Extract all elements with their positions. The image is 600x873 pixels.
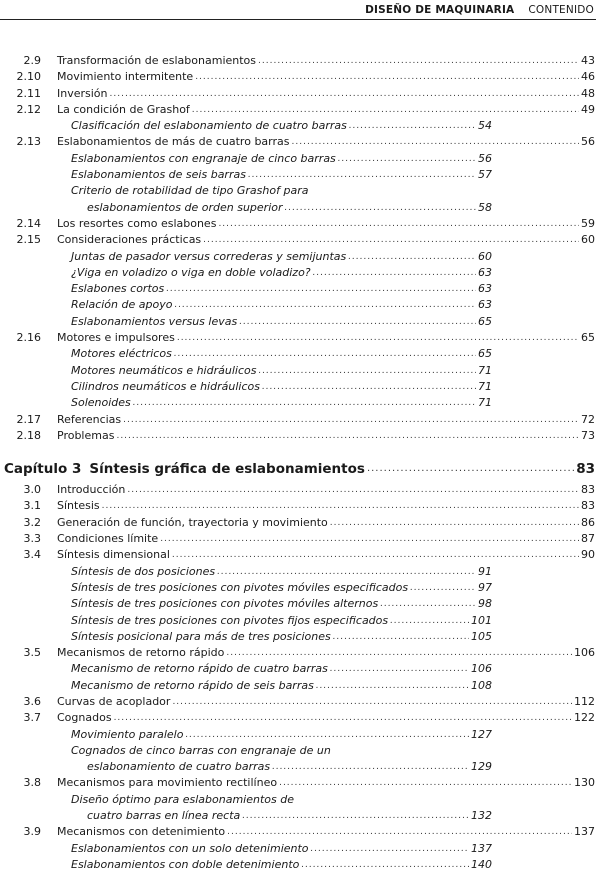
dot-leader bbox=[227, 824, 572, 840]
entry-title: Relación de apoyo bbox=[71, 298, 173, 312]
dot-leader bbox=[116, 428, 579, 444]
page-number: 86 bbox=[581, 515, 595, 529]
subsection-entry[interactable] bbox=[0, 265, 600, 281]
page-number: 59 bbox=[581, 216, 595, 230]
toc-entry[interactable] bbox=[0, 216, 600, 232]
dot-leader bbox=[348, 249, 476, 265]
dot-leader bbox=[380, 596, 476, 612]
entry-title: Síntesis de tres posiciones con pivotes móviles especificados bbox=[71, 580, 409, 594]
entry-body bbox=[57, 232, 595, 248]
entry-title: Eslabonamientos versus levas bbox=[71, 314, 238, 328]
subsection-entry[interactable] bbox=[0, 346, 600, 362]
entry-title: Síntesis de tres posiciones con pivotes móviles alternos bbox=[71, 597, 379, 611]
toc-entry[interactable] bbox=[0, 547, 600, 563]
toc-entry[interactable] bbox=[0, 53, 600, 69]
dot-leader bbox=[330, 515, 579, 531]
toc-entry[interactable] bbox=[0, 69, 600, 85]
dot-leader bbox=[174, 297, 476, 313]
dot-leader bbox=[160, 531, 579, 547]
entry-title: Inversión bbox=[57, 86, 108, 100]
entry-body bbox=[71, 346, 492, 362]
dot-leader bbox=[262, 379, 476, 395]
entry-title: Mecanismo de retorno rápido de seis barras bbox=[71, 678, 314, 692]
entry-title: Motores neumáticos e hidráulicos bbox=[71, 363, 257, 377]
entry-title-continued: eslabonamiento de cuatro barras bbox=[87, 760, 271, 774]
entry-title: Síntesis dimensional bbox=[57, 548, 170, 562]
page-number: 87 bbox=[581, 532, 595, 546]
entry-body bbox=[71, 629, 492, 645]
entry-title: Referencias bbox=[57, 412, 122, 426]
page-number: 58 bbox=[478, 200, 492, 214]
entry-body bbox=[71, 183, 492, 199]
entry-body bbox=[71, 743, 492, 759]
section-number: 3.7 bbox=[23, 711, 41, 725]
entry-body bbox=[57, 428, 595, 444]
toc-entry[interactable] bbox=[0, 775, 600, 791]
entry-title: Síntesis de tres posiciones con pivotes fijos especificados bbox=[71, 613, 389, 627]
dot-leader bbox=[333, 629, 469, 645]
dot-leader bbox=[192, 102, 579, 118]
subsection-entry[interactable] bbox=[0, 118, 600, 134]
entry-title: Síntesis de dos posiciones bbox=[71, 564, 216, 578]
dot-leader bbox=[102, 498, 579, 514]
page-number: 129 bbox=[471, 760, 492, 774]
section-number: 3.3 bbox=[23, 532, 41, 546]
page-number: 83 bbox=[581, 499, 595, 513]
dot-leader bbox=[172, 547, 579, 563]
section-number: 3.6 bbox=[23, 694, 41, 708]
page-number: 71 bbox=[478, 379, 492, 393]
toc-entry[interactable] bbox=[0, 330, 600, 346]
entry-body bbox=[57, 53, 595, 69]
entry-body bbox=[71, 596, 492, 612]
entry-title-continued: cuatro barras en línea recta bbox=[87, 809, 241, 823]
entry-body bbox=[71, 265, 492, 281]
page-number: 137 bbox=[471, 841, 492, 855]
page-number: 46 bbox=[581, 70, 595, 84]
page-number: 122 bbox=[574, 711, 595, 725]
entry-body bbox=[57, 531, 595, 547]
dot-leader bbox=[410, 580, 476, 596]
page-number: 140 bbox=[471, 857, 492, 871]
entry-title: Cilindros neumáticos e hidráulicos bbox=[71, 379, 260, 393]
chapter-title: Síntesis gráfica de eslabonamientos bbox=[89, 461, 365, 478]
entry-title: Eslabones cortos bbox=[71, 282, 165, 296]
toc-entry[interactable] bbox=[0, 134, 600, 150]
entry-body bbox=[71, 678, 492, 694]
page-number: 65 bbox=[478, 314, 492, 328]
entry-title: Eslabonamientos con doble detenimiento bbox=[71, 857, 300, 871]
subsection-entry[interactable] bbox=[0, 363, 600, 379]
page-number: 91 bbox=[478, 564, 492, 578]
subsection-entry[interactable] bbox=[0, 727, 600, 743]
page-number: 72 bbox=[581, 412, 595, 426]
section-number: 2.10 bbox=[16, 70, 41, 84]
header-rule bbox=[0, 19, 596, 20]
toc-entry[interactable] bbox=[0, 710, 600, 726]
page-number: 56 bbox=[581, 135, 595, 149]
entry-body bbox=[4, 456, 595, 482]
entry-title: Juntas de pasador versus correderas y semijuntas bbox=[71, 249, 347, 263]
dot-leader bbox=[166, 281, 476, 297]
section-number: 3.2 bbox=[23, 515, 41, 529]
dot-leader bbox=[242, 808, 469, 824]
page-number: 57 bbox=[478, 168, 492, 182]
entry-body bbox=[71, 249, 492, 265]
subsection-entry[interactable] bbox=[0, 857, 600, 873]
entry-body bbox=[71, 314, 492, 330]
page-number: 71 bbox=[478, 363, 492, 377]
subsection-entry[interactable] bbox=[0, 314, 600, 330]
entry-title: Movimiento intermitente bbox=[57, 70, 194, 84]
dot-leader bbox=[127, 482, 579, 498]
page-number: 101 bbox=[471, 613, 492, 627]
page-number: 54 bbox=[478, 119, 492, 133]
entry-title: Cognados de cinco barras con engranaje de un bbox=[71, 743, 331, 757]
toc-entry[interactable] bbox=[0, 482, 600, 498]
page-number: 106 bbox=[471, 662, 492, 676]
dot-leader bbox=[174, 346, 476, 362]
page-number: 83 bbox=[576, 461, 595, 478]
entry-title: Síntesis bbox=[57, 499, 100, 513]
subsection-entry-line2[interactable] bbox=[0, 808, 600, 824]
entry-title: Movimiento paralelo bbox=[71, 727, 184, 741]
dot-leader bbox=[285, 200, 476, 216]
section-number: 2.11 bbox=[16, 86, 41, 100]
subsection-entry[interactable] bbox=[0, 613, 600, 629]
page-number: 112 bbox=[574, 694, 595, 708]
dot-leader bbox=[248, 167, 476, 183]
dot-leader bbox=[239, 314, 476, 330]
page-number: 127 bbox=[471, 727, 492, 741]
dot-leader bbox=[172, 694, 572, 710]
section-number: 2.17 bbox=[16, 412, 41, 426]
subsection-entry[interactable] bbox=[0, 281, 600, 297]
entry-body bbox=[57, 775, 595, 791]
toc-entry[interactable] bbox=[0, 694, 600, 710]
subsection-entry[interactable] bbox=[0, 580, 600, 596]
section-number: 2.15 bbox=[16, 233, 41, 247]
page-number: 132 bbox=[471, 809, 492, 823]
entry-body bbox=[71, 564, 492, 580]
chapter-entry[interactable] bbox=[0, 456, 600, 482]
entry-title: Curvas de acoplador bbox=[57, 694, 171, 708]
dot-leader bbox=[272, 759, 469, 775]
toc-entry[interactable] bbox=[0, 531, 600, 547]
dot-leader bbox=[218, 216, 579, 232]
page-number: 71 bbox=[478, 396, 492, 410]
entry-title: Generación de función, trayectoria y movimiento bbox=[57, 515, 328, 529]
entry-body bbox=[71, 395, 492, 411]
subsection-entry-line1[interactable] bbox=[0, 183, 600, 199]
entry-title: Criterio de rotabilidad de tipo Grashof para bbox=[71, 184, 309, 198]
section-number: 3.0 bbox=[23, 483, 41, 497]
page-number: 60 bbox=[581, 233, 595, 247]
entry-title: Introducción bbox=[57, 483, 126, 497]
entry-body bbox=[71, 857, 492, 873]
entry-title: Diseño óptimo para eslabonamientos de bbox=[71, 792, 294, 806]
toc-entry[interactable] bbox=[0, 102, 600, 118]
dot-leader bbox=[203, 232, 579, 248]
chapter-label: Capítulo 3 bbox=[4, 461, 82, 478]
section-number: 3.4 bbox=[23, 548, 41, 562]
entry-title: Síntesis posicional para más de tres posiciones bbox=[71, 629, 331, 643]
entry-body bbox=[71, 297, 492, 313]
dot-leader bbox=[177, 330, 579, 346]
entry-title: Consideraciones prácticas bbox=[57, 233, 202, 247]
dot-leader bbox=[390, 613, 469, 629]
entry-body bbox=[71, 727, 492, 743]
dot-leader bbox=[258, 53, 579, 69]
entry-title: Mecanismos con detenimiento bbox=[57, 825, 226, 839]
subsection-entry[interactable] bbox=[0, 629, 600, 645]
entry-body bbox=[57, 824, 595, 840]
page-number: 73 bbox=[581, 428, 595, 442]
entry-body bbox=[57, 498, 595, 514]
page-number: 63 bbox=[478, 298, 492, 312]
page-number: 130 bbox=[574, 776, 595, 790]
entry-body bbox=[87, 200, 492, 216]
section-number: 2.12 bbox=[16, 102, 41, 116]
page-number: 105 bbox=[471, 629, 492, 643]
subsection-entry[interactable] bbox=[0, 297, 600, 313]
entry-title: ¿Viga en voladizo o viga en doble voladizo? bbox=[71, 265, 311, 279]
dot-leader bbox=[110, 86, 579, 102]
entry-body bbox=[71, 379, 492, 395]
entry-body bbox=[71, 281, 492, 297]
subsection-entry[interactable] bbox=[0, 167, 600, 183]
toc-entry[interactable] bbox=[0, 824, 600, 840]
entry-body bbox=[57, 86, 595, 102]
entry-title: Solenoides bbox=[71, 396, 131, 410]
section-number: 3.9 bbox=[23, 825, 41, 839]
page-number: 49 bbox=[581, 102, 595, 116]
entry-title: La condición de Grashof bbox=[57, 102, 190, 116]
entry-body bbox=[57, 547, 595, 563]
dot-leader bbox=[114, 710, 572, 726]
page-number: 65 bbox=[478, 347, 492, 361]
entry-title: Mecanismo de retorno rápido de cuatro barras bbox=[71, 662, 328, 676]
entry-title: Los resortes como eslabones bbox=[57, 216, 217, 230]
subsection-entry-line2[interactable] bbox=[0, 200, 600, 216]
entry-body bbox=[57, 482, 595, 498]
dot-leader bbox=[313, 265, 476, 281]
dot-leader bbox=[349, 118, 476, 134]
entry-body bbox=[57, 134, 595, 150]
subsection-entry-line2[interactable] bbox=[0, 759, 600, 775]
page-number: 43 bbox=[581, 54, 595, 67]
section-number: 2.9 bbox=[23, 54, 41, 67]
dot-leader bbox=[226, 645, 572, 661]
dot-leader bbox=[279, 775, 572, 791]
entry-body bbox=[57, 412, 595, 428]
entry-body bbox=[71, 151, 492, 167]
dot-leader bbox=[258, 363, 476, 379]
entry-title: Transformación de eslabonamientos bbox=[57, 54, 257, 67]
entry-body bbox=[71, 167, 492, 183]
dot-leader bbox=[316, 678, 469, 694]
page-number: 63 bbox=[478, 265, 492, 279]
entry-body bbox=[57, 645, 595, 661]
page-number: 60 bbox=[478, 249, 492, 263]
dot-leader bbox=[195, 69, 579, 85]
section-title: CONTENIDO bbox=[528, 4, 594, 16]
section-number: 2.16 bbox=[16, 331, 41, 345]
subsection-entry[interactable] bbox=[0, 249, 600, 265]
page-number: 108 bbox=[471, 678, 492, 692]
entry-title: Motores eléctricos bbox=[71, 347, 172, 361]
entry-title-continued: eslabonamientos de orden superior bbox=[87, 200, 283, 214]
toc-entry[interactable] bbox=[0, 232, 600, 248]
entry-title: Mecanismos de retorno rápido bbox=[57, 646, 225, 660]
entry-body bbox=[57, 330, 595, 346]
page-number: 63 bbox=[478, 282, 492, 296]
dot-leader bbox=[217, 564, 476, 580]
entry-title: Condiciones límite bbox=[57, 532, 159, 546]
subsection-entry-line1[interactable] bbox=[0, 792, 600, 808]
toc-entry[interactable] bbox=[0, 498, 600, 514]
section-number: 2.18 bbox=[16, 428, 41, 442]
dot-leader bbox=[185, 727, 469, 743]
subsection-entry[interactable] bbox=[0, 678, 600, 694]
section-number: 3.1 bbox=[23, 499, 41, 513]
entry-title: Eslabonamientos de seis barras bbox=[71, 168, 246, 182]
subsection-entry[interactable] bbox=[0, 395, 600, 411]
entry-title: Motores e impulsores bbox=[57, 331, 175, 345]
entry-title: Mecanismos para movimiento rectilíneo bbox=[57, 776, 278, 790]
entry-body bbox=[57, 694, 595, 710]
page-number: 97 bbox=[478, 580, 492, 594]
entry-body bbox=[57, 515, 595, 531]
entry-body bbox=[87, 759, 492, 775]
dot-leader bbox=[301, 857, 469, 873]
page-number: 90 bbox=[581, 548, 595, 562]
subsection-entry[interactable] bbox=[0, 151, 600, 167]
entry-title: Eslabonamientos con un solo detenimiento bbox=[71, 841, 309, 855]
toc-entry[interactable] bbox=[0, 428, 600, 444]
page-number: 48 bbox=[581, 86, 595, 100]
entry-body bbox=[57, 216, 595, 232]
entry-body bbox=[57, 102, 595, 118]
toc-entry[interactable] bbox=[0, 412, 600, 428]
page-number: 98 bbox=[478, 597, 492, 611]
section-number: 3.8 bbox=[23, 776, 41, 790]
page-number: 137 bbox=[574, 825, 595, 839]
page-number: 65 bbox=[581, 331, 595, 345]
section-number: 2.13 bbox=[16, 135, 41, 149]
entry-body bbox=[71, 661, 492, 677]
page-number: 56 bbox=[478, 151, 492, 165]
entry-body bbox=[71, 792, 492, 808]
entry-body bbox=[57, 69, 595, 85]
entry-body bbox=[71, 613, 492, 629]
entry-body bbox=[71, 118, 492, 134]
running-header bbox=[365, 4, 594, 16]
entry-title: Eslabonamientos de más de cuatro barras bbox=[57, 135, 290, 149]
subsection-entry-line1[interactable] bbox=[0, 743, 600, 759]
entry-body bbox=[71, 580, 492, 596]
section-number: 2.14 bbox=[16, 216, 41, 230]
subsection-entry[interactable] bbox=[0, 564, 600, 580]
dot-leader bbox=[338, 151, 476, 167]
entry-title: Eslabonamientos con engranaje de cinco barras bbox=[71, 151, 336, 165]
dot-leader bbox=[133, 395, 476, 411]
table-of-contents bbox=[0, 53, 600, 873]
dot-leader bbox=[292, 134, 580, 150]
entry-title: Problemas bbox=[57, 428, 115, 442]
book-title: DISEÑO DE MAQUINARIA bbox=[365, 4, 515, 16]
section-number: 3.5 bbox=[23, 646, 41, 660]
page-number: 83 bbox=[581, 483, 595, 497]
dot-leader bbox=[123, 412, 579, 428]
entry-body bbox=[87, 808, 492, 824]
dot-leader bbox=[367, 456, 574, 482]
dot-leader bbox=[330, 661, 469, 677]
entry-body bbox=[57, 710, 595, 726]
subsection-entry[interactable] bbox=[0, 379, 600, 395]
entry-title: Clasificación del eslabonamiento de cuatro barras bbox=[71, 119, 347, 133]
entry-title bbox=[4, 456, 367, 482]
subsection-entry[interactable] bbox=[0, 596, 600, 612]
entry-body bbox=[71, 363, 492, 379]
entry-title: Cognados bbox=[57, 711, 112, 725]
page-number: 106 bbox=[574, 646, 595, 660]
subsection-entry[interactable] bbox=[0, 661, 600, 677]
toc-entry[interactable] bbox=[0, 645, 600, 661]
toc-entry[interactable] bbox=[0, 515, 600, 531]
toc-entry[interactable] bbox=[0, 86, 600, 102]
